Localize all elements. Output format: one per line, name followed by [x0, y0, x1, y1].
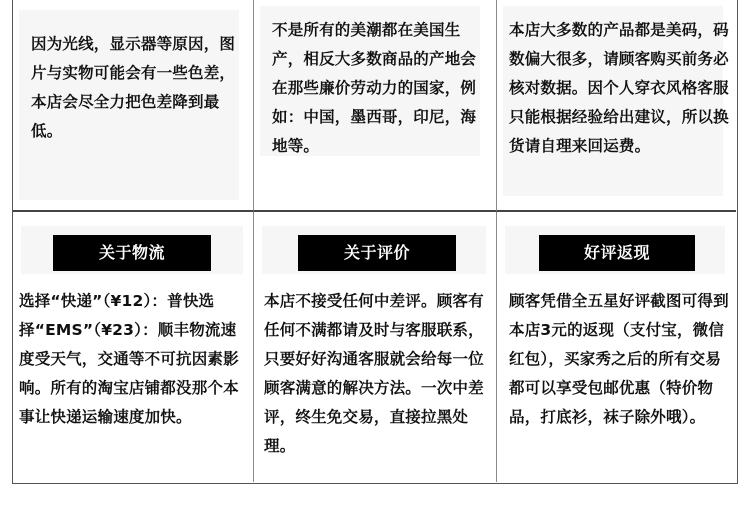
info-card-grid: [12, 0, 738, 484]
card-origin-notice: [254, 0, 497, 212]
cashback-title-badge: 好评返现: [539, 235, 695, 271]
cashback-text: 顾客凭借全五星好评截图可得到本店3元的返现（支付宝，微信红包），买家秀之后的所有交易都可以享受包邮优惠（特价物品，打底衫，袜子除外哦）。: [509, 292, 729, 426]
reviews-title-badge: 关于评价: [298, 235, 456, 271]
card-size-notice: [497, 0, 736, 212]
size-notice-text: 本店大多数的产品都是美码，码数偏大很多，请顾客购买前务必核对数据。因个人穿衣风格客服只能根据经验给出建议，所以换货请自理来回运费。: [509, 21, 729, 155]
card-cashback: [497, 212, 736, 482]
card-reviews: [254, 212, 497, 482]
card-logistics: [13, 212, 254, 482]
logistics-text: 选择“快递”（¥12）：普快选择“EMS”（¥23）：顺丰物流速度受天气，交通等不可抗因素影响。所有的淘宝店铺都没那个本事让快递运输速度加快。: [19, 292, 239, 426]
logistics-title-badge: 关于物流: [53, 235, 211, 271]
reviews-text: 本店不接受任何中差评。顾客有任何不满都请及时与客服联系，只要好好沟通客服就会给每一位顾客满意的解决方法。一次中差评，终生免交易，直接拉黑处理。: [264, 292, 484, 455]
color-notice-text: 因为光线，显示器等原因，图片与实物可能会有一些色差，本店会尽全力把色差降到最低。: [31, 35, 236, 140]
origin-notice-text: 不是所有的美潮都在美国生产，相反大多数商品的产地会在那些廉价劳动力的国家，例如：中国，墨西哥，印尼，海地等。: [272, 21, 477, 155]
card-color-notice: [13, 0, 254, 212]
